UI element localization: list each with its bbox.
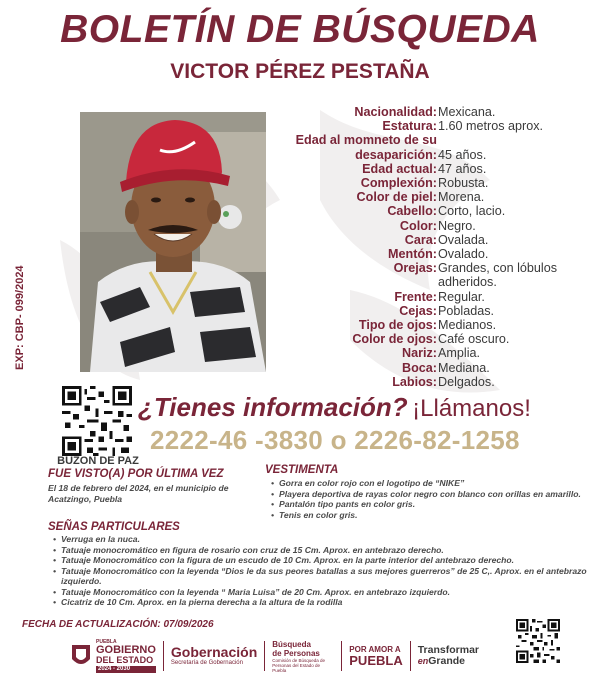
detail-label: Complexión:	[360, 176, 437, 191]
list-item: • Pantalón tipo pants en color gris.	[270, 499, 585, 510]
update-date: FECHA DE ACTUALIZACIÓN: 07/09/2026	[22, 619, 214, 630]
detail-label: Edad actual:	[362, 161, 437, 176]
case-code-text: EXP: CBP- 099/2024	[14, 265, 26, 370]
list-item: • Cicatriz de 10 Cm. Aprox. en la pierna derecha a la altura de la rodilla	[52, 597, 587, 608]
detail-value: Ovalado.	[438, 247, 489, 262]
detail-label: Color de piel:	[356, 190, 437, 205]
detail-label: Mentón:	[388, 247, 437, 262]
detail-row	[268, 332, 588, 346]
page-title: BOLETÍN DE BÚSQUEDA	[60, 8, 540, 51]
detail-value: Robusta.	[438, 176, 489, 191]
detail-row	[268, 190, 588, 204]
marks-heading: SEÑAS PARTICULARES	[48, 521, 180, 533]
list-item: • Verruga en la nuca.	[52, 534, 587, 545]
call-us: ¡Llámanos!	[412, 395, 531, 422]
detail-value: 47 años.	[438, 161, 487, 176]
divider	[264, 641, 265, 671]
list-item: • Gorra en color rojo con el logotipo de “NIKE”	[270, 478, 585, 489]
detail-value: 1.60 metros aprox.	[438, 119, 543, 134]
detail-label: Boca:	[402, 360, 437, 375]
detail-label: Cara:	[404, 232, 437, 247]
busqueda-line1: Búsqueda	[272, 639, 311, 649]
detail-row	[268, 176, 588, 190]
contact-phones[interactable]: 2222-46 -3830 o 2226-82-1258	[150, 425, 520, 455]
detail-row	[268, 275, 588, 289]
clothing-heading: VESTIMENTA	[265, 464, 339, 476]
detail-label: Estatura:	[382, 119, 437, 134]
info-request	[138, 392, 598, 423]
amor-line2: PUEBLA	[349, 653, 403, 668]
gobernacion-logo	[171, 645, 257, 667]
list-item: • Tatuaje Monocromático con la leyenda “Dios le da sus peores batallas a sus mejores guerreros” de 25 C,. Aprox. en el antebrazo izquierdo.	[52, 566, 587, 587]
detail-row	[268, 162, 588, 176]
detail-label	[268, 275, 438, 289]
divider	[410, 641, 411, 671]
detail-row	[268, 148, 588, 162]
detail-value: 45 años.	[438, 147, 487, 162]
last-seen-heading: FUE VISTO(A) POR ÚLTIMA VEZ	[48, 468, 224, 480]
list-item: • Tatuaje monocromático en figura de rosario con cruz de 15 Cm. Aprox. en antebrazo derecho.	[52, 545, 587, 556]
detail-value: Corto, lacio.	[438, 204, 506, 219]
detail-label: Orejas:	[393, 261, 437, 276]
gobierno-logo	[70, 636, 156, 676]
busqueda-sub: Comisión de Búsqueda de Personas del Estado de Puebla	[272, 657, 326, 673]
detail-label: Nariz:	[402, 346, 437, 361]
detail-row	[268, 318, 588, 332]
transformar-logo	[418, 645, 479, 667]
gob-line1: GOBIERNO	[96, 644, 156, 656]
detail-row	[268, 204, 588, 218]
gobernacion-title: Gobernación	[170, 644, 258, 660]
divider	[163, 641, 164, 671]
detail-value: adheridos.	[438, 275, 497, 290]
detail-row	[268, 304, 588, 318]
person-photo	[80, 112, 266, 372]
state-shield-icon	[70, 641, 92, 671]
last-seen-text: El 18 de febrero del 2024, en el municipio de Acatzingo, Puebla	[48, 483, 229, 504]
footer-logos	[70, 636, 479, 676]
gob-line2: DEL ESTADO	[96, 655, 154, 665]
detail-value: Café oscuro.	[438, 332, 510, 347]
detail-row	[268, 219, 588, 233]
detail-value	[438, 133, 588, 147]
detail-value: Delgados.	[438, 374, 495, 389]
qr-code-buzon[interactable]	[62, 386, 132, 456]
amor-line1: POR AMOR A	[349, 645, 401, 654]
detail-value: Mediana.	[438, 360, 490, 375]
detail-value: Negro.	[438, 218, 476, 233]
detail-label: Edad al momneto de su	[295, 133, 437, 148]
detail-value: Morena.	[438, 190, 485, 205]
detail-row	[268, 346, 588, 360]
detail-label: desaparición:	[355, 147, 437, 162]
detail-row	[268, 361, 588, 375]
list-item: • Tatuaje Monocromático con la leyenda “ Maria Luisa” de 20 Cm. Aprox. en antebrazo izquierdo.	[52, 587, 587, 598]
transformar-word: Transformar	[417, 644, 479, 656]
en-word: en	[417, 656, 429, 666]
info-question: ¿Tienes información?	[138, 392, 408, 422]
detail-label: Labios:	[392, 374, 437, 389]
detail-value: Grandes, con lóbulos	[438, 261, 558, 276]
detail-row	[268, 105, 588, 119]
physical-details	[268, 105, 588, 389]
detail-value: Amplia.	[438, 346, 480, 361]
divider	[341, 641, 342, 671]
detail-label: Nacionalidad:	[354, 105, 437, 119]
detail-row	[268, 133, 588, 147]
detail-label: Color de ojos:	[352, 332, 437, 347]
list-item: • Tenis en color gris.	[270, 510, 585, 521]
detail-value: Pobladas.	[438, 303, 495, 318]
detail-value: Medianos.	[438, 318, 497, 333]
detail-label: Tipo de ojos:	[358, 318, 437, 333]
busqueda-line2: de Personas	[272, 648, 320, 658]
detail-value: Regular.	[438, 289, 485, 304]
detail-row	[268, 119, 588, 133]
detail-value: Ovalada.	[438, 232, 489, 247]
detail-row	[268, 290, 588, 304]
detail-row	[268, 261, 588, 275]
detail-value: Mexicana.	[438, 105, 496, 119]
grande-word: Grande	[428, 655, 465, 667]
detail-label: Color:	[399, 218, 437, 233]
clothing-list	[270, 478, 585, 520]
detail-row	[268, 247, 588, 261]
marks-list	[52, 534, 587, 608]
qr-code-footer[interactable]	[516, 619, 560, 663]
detail-row	[268, 375, 588, 389]
gobernacion-sub: Secretaría de Gobernación	[170, 660, 243, 666]
detail-row	[268, 233, 588, 247]
list-item: • Tatuaje Monocromático con la figura de un escudo de 10 Cm. Aprox. en la parte interior del antebrazo derecho.	[52, 555, 587, 566]
mailbox-label: BUZON DE PAZ	[57, 455, 139, 467]
detail-label: Cabello:	[387, 204, 437, 219]
detail-label: Frente:	[394, 289, 437, 304]
gob-top: PUEBLA	[96, 639, 117, 645]
missing-person-name: VICTOR PÉREZ PESTAÑA	[170, 60, 430, 83]
por-amor-logo	[349, 645, 402, 667]
busqueda-logo	[272, 640, 334, 673]
detail-label: Cejas:	[399, 303, 437, 318]
gob-years: 2024 - 2030	[96, 666, 156, 673]
list-item: • Playera deportiva de rayas color negro con blanco con orillas en amarillo.	[270, 489, 585, 500]
